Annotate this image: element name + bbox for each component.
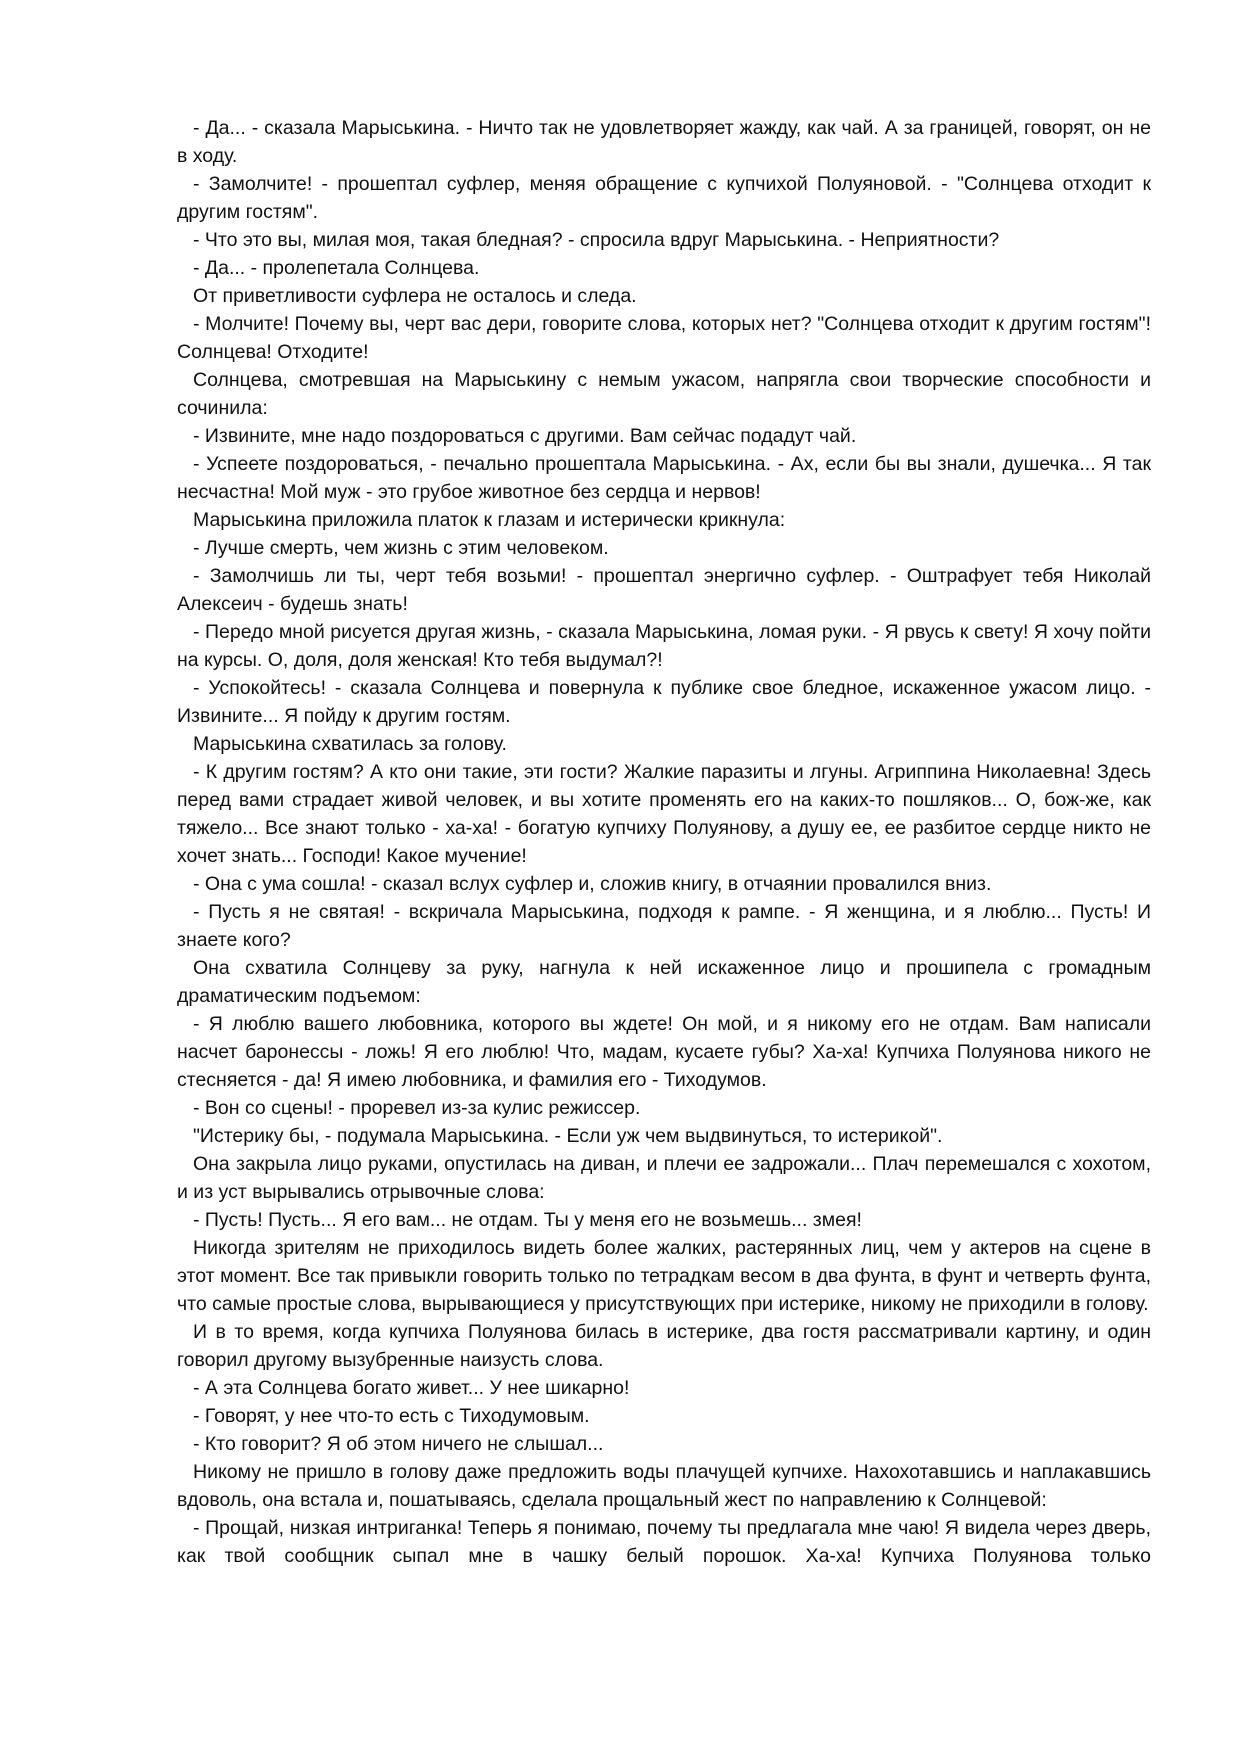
paragraph: - Успеете поздороваться, - печально прошептала Марыськина. - Ах, если бы вы знали, душечка... Я так несчастна! Мой муж - это грубое животное без сердца и нервов! xyxy=(177,453,1151,503)
paragraph: Марыськина приложила платок к глазам и истерически крикнула: xyxy=(193,509,786,531)
paragraph: "Истерику бы, - подумала Марыськина. - Если уж чем выдвинуться, то истерикой". xyxy=(193,1125,943,1147)
paragraph: - Замолчишь ли ты, черт тебя возьми! - прошептал энергично суфлер. - Оштрафует тебя Николай Алексеич - будешь знать! xyxy=(177,565,1151,615)
paragraph: - Что это вы, милая моя, такая бледная? - спросила вдруг Марыськина. - Неприятности? xyxy=(193,229,1000,251)
paragraph: - Лучше смерть, чем жизнь с этим человеком. xyxy=(193,537,609,559)
paragraph: Никому не пришло в голову даже предложить воды плачущей купчихе. Нахохотавшись и наплакавшись вдоволь, она встала и, пошатываясь, сделала прощальный жест по направлению к Солнцевой: xyxy=(177,1461,1151,1511)
paragraph: Марыськина схватилась за голову. xyxy=(193,733,507,755)
paragraph: И в то время, когда купчиха Полуянова билась в истерике, два гостя рассматривали картину, и один говорил другому вызубренные наизусть слова. xyxy=(177,1321,1151,1371)
paragraph: - Успокойтесь! - сказала Солнцева и повернула к публике свое бледное, искаженное ужасом лицо. - Извините... Я пойду к другим гостям. xyxy=(177,677,1151,727)
paragraph: - Пусть! Пусть... Я его вам... не отдам. Ты у меня его не возьмешь... змея! xyxy=(193,1209,862,1231)
paragraph: - Говорят, у нее что-то есть с Тиходумовым. xyxy=(193,1405,590,1427)
paragraph: - Извините, мне надо поздороваться с другими. Вам сейчас подадут чай. xyxy=(193,425,857,447)
paragraph: - К другим гостям? А кто они такие, эти гости? Жалкие паразиты и лгуны. Агриппина Николаевна! Здесь перед вами страдает живой человек, и вы хотите променять его на каких-то пошляков... О, бож-же, как тяжело... Все знают только - ха-ха! - богатую купчиху Полуянову, а душу ее, ее разбитое сердце никто не хочет знать... Господи! Какое мучение! xyxy=(177,761,1151,867)
paragraph: - Да... - пролепетала Солнцева. xyxy=(193,257,480,279)
paragraph: Никогда зрителям не приходилось видеть более жалких, растерянных лиц, чем у актеров на сцене в этот момент. Все так привыкли говорить только по тетрадкам весом в два фунта, в фунт и четверть фунта, что самые простые слова, вырывающиеся у присутствующих при истерике, никому не приходили в голову. xyxy=(177,1237,1151,1315)
paragraph: - Вон со сцены! - проревел из-за кулис режиссер. xyxy=(193,1097,641,1119)
paragraph: - Молчите! Почему вы, черт вас дери, говорите слова, которых нет? "Солнцева отходит к другим гостям"! Солнцева! Отходите! xyxy=(177,313,1151,363)
document-page xyxy=(177,114,1151,1570)
paragraph: - Замолчите! - прошептал суфлер, меняя обращение с купчихой Полуяновой. - "Солнцева отходит к другим гостям". xyxy=(177,173,1151,223)
paragraph: - Я люблю вашего любовника, которого вы ждете! Он мой, и я никому его не отдам. Вам написали насчет баронессы - ложь! Я его люблю! Что, мадам, кусаете губы? Ха-ха! Купчиха Полуянова никого не стесняется - да! Я имею любовника, и фамилия его - Тиходумов. xyxy=(177,1013,1151,1091)
paragraph: - Прощай, низкая интриганка! Теперь я понимаю, почему ты предлагала мне чаю! Я видела через дверь, как твой сообщник сыпал мне в чашку белый порошок. Ха-ха! Купчиха Полуянова только xyxy=(177,1517,1151,1567)
paragraph: - Да... - сказала Марыськина. - Ничто так не удовлетворяет жажду, как чай. А за границей, говорят, он не в ходу. xyxy=(177,117,1151,167)
paragraph: От приветливости суфлера не осталось и следа. xyxy=(193,285,637,307)
paragraph: Солнцева, смотревшая на Марыськину с немым ужасом, напрягла свои творческие способности и сочинила: xyxy=(177,369,1151,419)
paragraph: - А эта Солнцева богато живет... У нее шикарно! xyxy=(193,1377,630,1399)
paragraph: - Она с ума сошла! - сказал вслух суфлер и, сложив книгу, в отчаянии провалился вниз. xyxy=(193,873,992,895)
paragraph: Она закрыла лицо руками, опустилась на диван, и плечи ее задрожали... Плач перемешался с хохотом, и из уст вырывались отрывочные слова: xyxy=(177,1153,1151,1203)
paragraph: Она схватила Солнцеву за руку, нагнула к ней искаженное лицо и прошипела с громадным драматическим подъемом: xyxy=(177,957,1151,1007)
paragraph: - Пусть я не святая! - вскричала Марыськина, подходя к рампе. - Я женщина, и я люблю... Пусть! И знаете кого? xyxy=(177,901,1151,951)
paragraph: - Кто говорит? Я об этом ничего не слышал... xyxy=(193,1433,604,1455)
paragraph: - Передо мной рисуется другая жизнь, - сказала Марыськина, ломая руки. - Я рвусь к свету! Я хочу пойти на курсы. О, доля, доля женская! Кто тебя выдумал?! xyxy=(177,621,1151,671)
